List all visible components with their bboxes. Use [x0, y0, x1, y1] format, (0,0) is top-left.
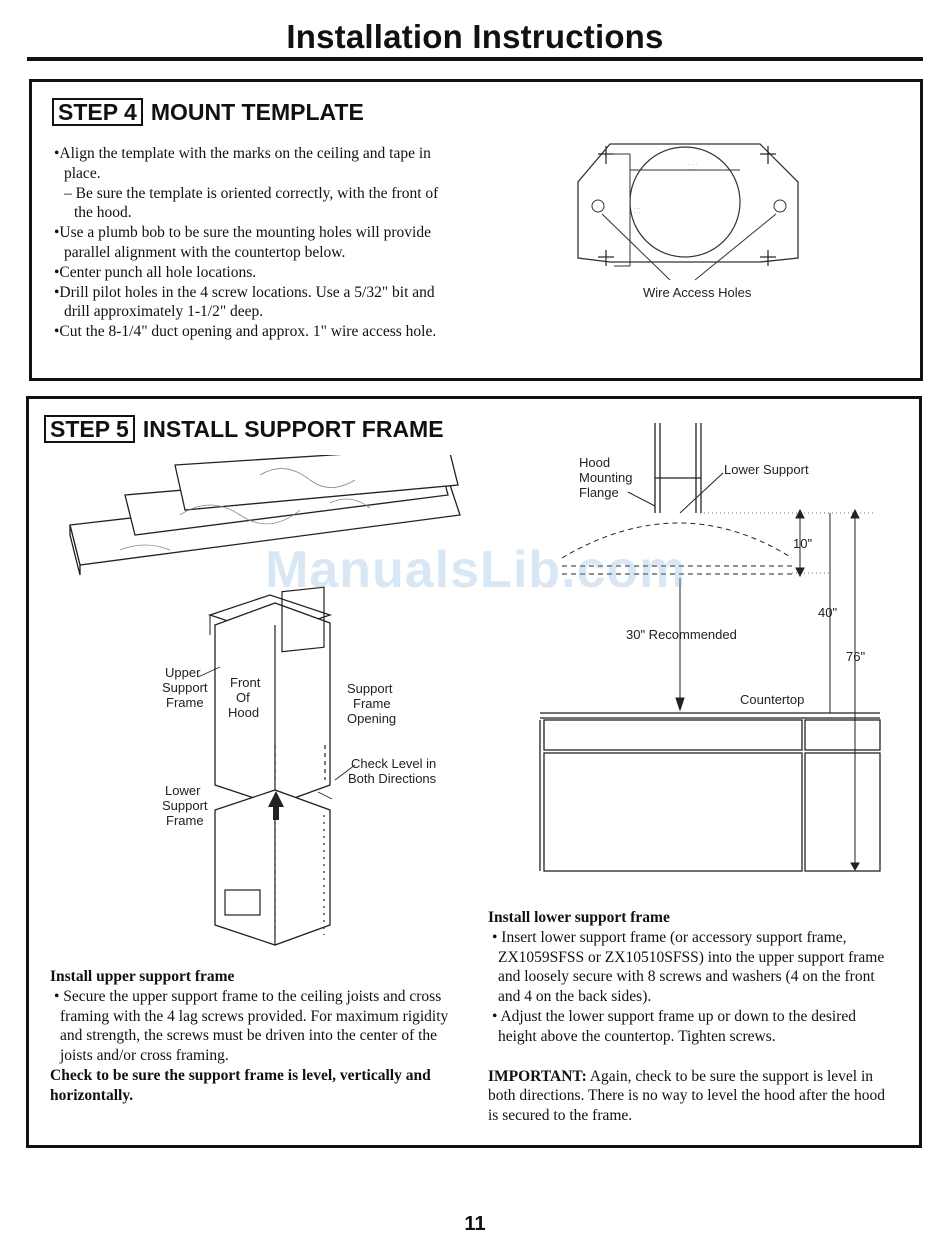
upper-support-frame-label — [162, 665, 208, 710]
svg-text:· · ·: · · · — [634, 206, 641, 211]
label-line: Lower — [165, 783, 201, 798]
lower-frame-instructions — [488, 908, 890, 1126]
svg-text:· · ·: · · · — [634, 210, 641, 215]
step5-title: INSTALL SUPPORT FRAME — [142, 415, 444, 442]
label-line: Both Directions — [348, 771, 437, 786]
page-number: 11 — [464, 1213, 486, 1235]
step4-instructions — [50, 144, 460, 342]
mount-template-diagram — [570, 140, 810, 305]
label-line: Frame — [166, 695, 204, 710]
step4-bullet: •Align the template with the marks on the ceiling and tape in place. — [54, 145, 431, 182]
dim-40-label: 40" — [818, 605, 838, 620]
label-line: Frame — [353, 696, 391, 711]
hood-flange-label-line: Hood — [579, 455, 611, 470]
step4-tag: STEP 4 — [52, 98, 143, 126]
step4-bullet: •Center punch all hole locations. — [54, 263, 257, 281]
svg-text:· · ·: · · · — [688, 167, 695, 172]
check-level-label — [348, 756, 437, 786]
dim-76-label: 76" — [846, 649, 866, 664]
upper-frame-instructions — [50, 967, 452, 1106]
title-rule — [27, 57, 923, 61]
label-line: Hood — [228, 705, 260, 720]
lower-frame-heading: Install lower support frame — [488, 909, 670, 926]
support-frame-diagram — [60, 455, 480, 960]
label-line: Of — [236, 690, 250, 705]
countertop-label: Countertop — [740, 692, 805, 707]
recommended-label: 30" Recommended — [626, 627, 737, 642]
dim-10-label: 10" — [793, 536, 813, 551]
page-title: Installation Instructions — [286, 18, 664, 55]
lower-support-frame-label — [162, 783, 208, 828]
wire-access-holes-label: Wire Access Holes — [643, 285, 752, 300]
lower-frame-bullet: • Insert lower support frame (or accessory support frame, ZX1059SFSS or ZX10510SFSS) into the upper support frame and loosely secure with 8 screws and washers (4 on the front and 4 on the back sides). — [492, 928, 885, 1006]
important-note — [488, 1067, 890, 1126]
height-diagram — [530, 418, 890, 878]
step4-bullet: •Drill pilot holes in the 4 screw locations. Use a 5/32" bit and drill approximately 1-1/2" deep. — [54, 283, 435, 321]
hood-flange-label-line: Flange — [579, 485, 619, 500]
step4-heading — [52, 98, 364, 126]
important-label: IMPORTANT: — [488, 1067, 587, 1085]
label-line: Check Level in — [351, 756, 437, 771]
important-text: Again, check to be sure the support is level in both directions. There is no way to level the hood after the hood is secured to the frame. — [488, 1067, 886, 1125]
step4-subbullet: – Be sure the template is oriented correctly, with the front of the hood. — [64, 184, 439, 222]
label-line: Support — [162, 680, 208, 695]
label-line: Support — [162, 798, 208, 813]
watermark: ManualsLib.com — [265, 541, 687, 599]
svg-text:· · · ·: · · · · — [688, 162, 697, 167]
hood-flange-label-line: Mounting — [579, 470, 633, 485]
step5-heading — [44, 415, 444, 443]
label-line: Front — [230, 675, 261, 690]
label-line: Opening — [347, 711, 397, 726]
step5-tag: STEP 5 — [44, 415, 135, 443]
upper-frame-heading: Install upper support frame — [50, 968, 235, 985]
lower-support-label: Lower Support — [724, 462, 809, 477]
lower-frame-bullet: • Adjust the lower support frame up or down to the desired height above the countertop. Tighten screws. — [492, 1007, 857, 1045]
step4-title: MOUNT TEMPLATE — [150, 98, 364, 125]
upper-frame-check: Check to be sure the support frame is level, vertically and horizontally. — [50, 1066, 431, 1104]
label-line: Support — [347, 681, 393, 696]
upper-frame-bullet: • Secure the upper support frame to the ceiling joists and cross framing with the 4 lag screws provided. For maximum rigidity and strength, the screws must be driven into the center of the joists and/or cross framing. — [54, 987, 449, 1065]
support-frame-opening-label — [347, 681, 396, 726]
step4-bullet: •Use a plumb bob to be sure the mounting holes will provide parallel alignment with the countertop below. — [54, 224, 431, 261]
label-line: Frame — [166, 813, 204, 828]
step4-bullet: •Cut the 8-1/4" duct opening and approx. 1" wire access hole. — [54, 323, 437, 341]
label-line: Upper — [165, 665, 201, 680]
